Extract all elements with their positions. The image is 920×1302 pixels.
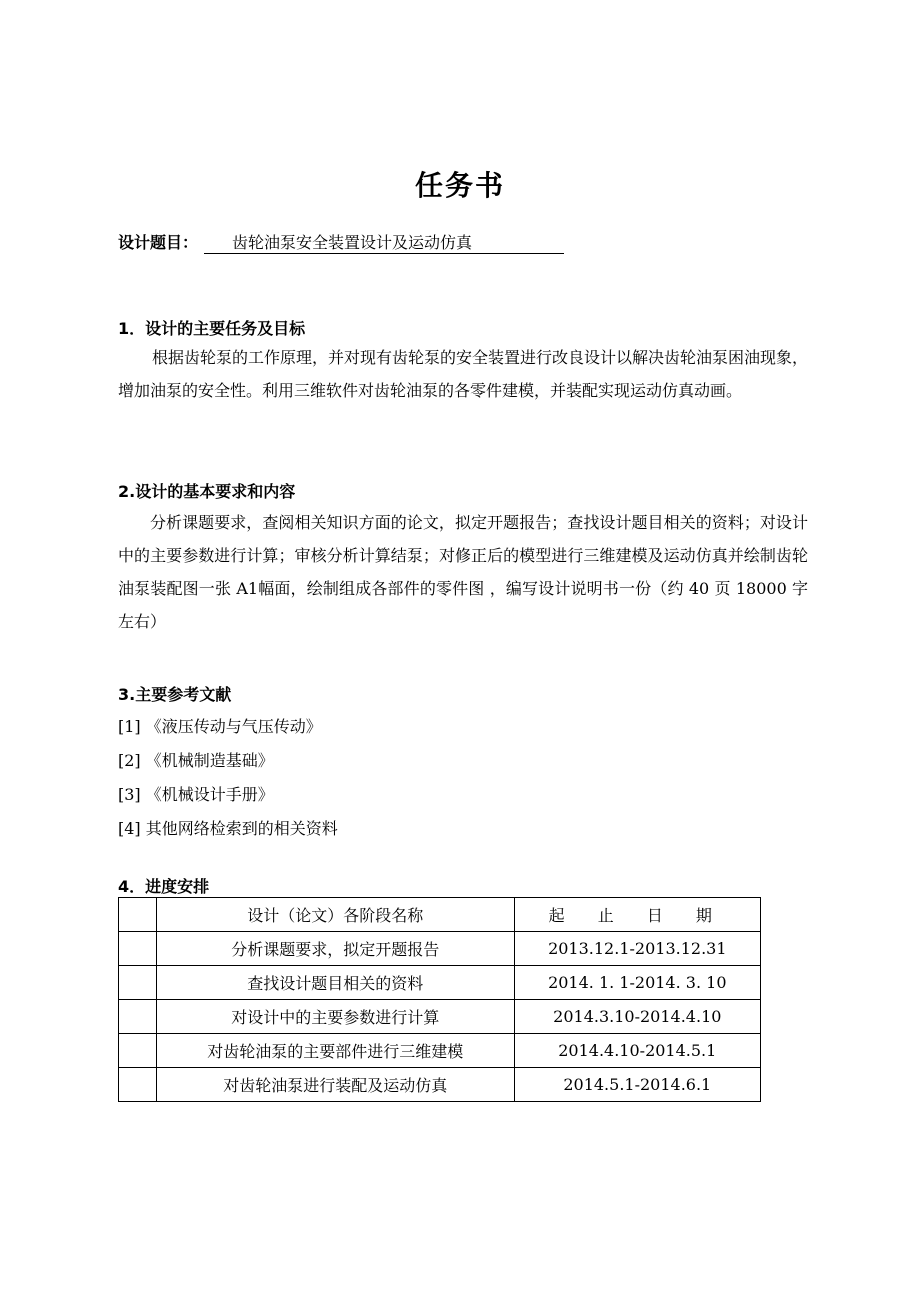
- section-3-heading: 3.主要参考文献: [118, 685, 232, 704]
- table-row: [119, 1034, 761, 1068]
- table-cell: [119, 932, 157, 966]
- table-header-cell: 设计（论文）各阶段名称: [156, 898, 514, 932]
- table-row: [119, 1068, 761, 1102]
- section-2-heading: 2.设计的基本要求和内容: [118, 482, 296, 501]
- table-cell: 2014. 1. 1-2014. 3. 10: [514, 966, 760, 1000]
- reference-item: [1] 《液压传动与气压传动》: [118, 717, 322, 736]
- page-title: 任务书: [414, 169, 505, 202]
- table-cell: 2014.3.10-2014.4.10: [514, 1000, 760, 1034]
- table-row: [119, 966, 761, 1000]
- table-cell: 2014.5.1-2014.6.1: [514, 1068, 760, 1102]
- schedule-table: [118, 897, 761, 1102]
- table-cell: [119, 1068, 157, 1102]
- reference-item: [2] 《机械制造基础》: [118, 751, 274, 770]
- section-4-heading: 4．进度安排: [118, 877, 210, 896]
- table-cell: 2013.12.1-2013.12.31: [514, 932, 760, 966]
- table-cell: 2014.4.10-2014.5.1: [514, 1034, 760, 1068]
- table-cell: 对齿轮油泵的主要部件进行三维建模: [156, 1034, 514, 1068]
- reference-item: [3] 《机械设计手册》: [118, 785, 274, 804]
- table-cell: [119, 966, 157, 1000]
- table-cell: 对齿轮油泵进行装配及运动仿真: [156, 1068, 514, 1102]
- topic-label: 设计题目：: [118, 233, 199, 252]
- topic-value: 齿轮油泵安全装置设计及运动仿真: [204, 230, 564, 254]
- table-header-row: [119, 898, 761, 932]
- reference-item: [4] 其他网络检索到的相关资料: [118, 819, 338, 838]
- table-cell: 查找设计题目相关的资料: [156, 966, 514, 1000]
- design-topic: [118, 230, 564, 254]
- table-row: [119, 932, 761, 966]
- section-2-paragraph: 分析课题要求，查阅相关知识方面的论文，拟定开题报告；查找设计题目相关的资料；对设计中的主要参数进行计算；审核分析计算结泵；对修正后的模型进行三维建模及运动仿真并绘制齿轮油泵装配图一张 A1幅面，绘制组成各部件的零件图 ，编写设计说明书一份（约 40 页 18000 字左右）: [118, 513, 808, 631]
- table-cell: 分析课题要求，拟定开题报告: [156, 932, 514, 966]
- table-cell: 对设计中的主要参数进行计算: [156, 1000, 514, 1034]
- table-header-cell: [119, 898, 157, 932]
- section-1-paragraph: 根据齿轮泵的工作原理，并对现有齿轮泵的安全装置进行改良设计以解决齿轮油泵困油现象，增加油泵的安全性。利用三维软件对齿轮油泵的各零件建模，并装配实现运动仿真动画。: [118, 348, 809, 400]
- section-1-heading: 1．设计的主要任务及目标: [118, 319, 306, 338]
- table-row: [119, 1000, 761, 1034]
- table-header-cell: 起 止 日 期: [514, 898, 760, 932]
- table-cell: [119, 1034, 157, 1068]
- table-cell: [119, 1000, 157, 1034]
